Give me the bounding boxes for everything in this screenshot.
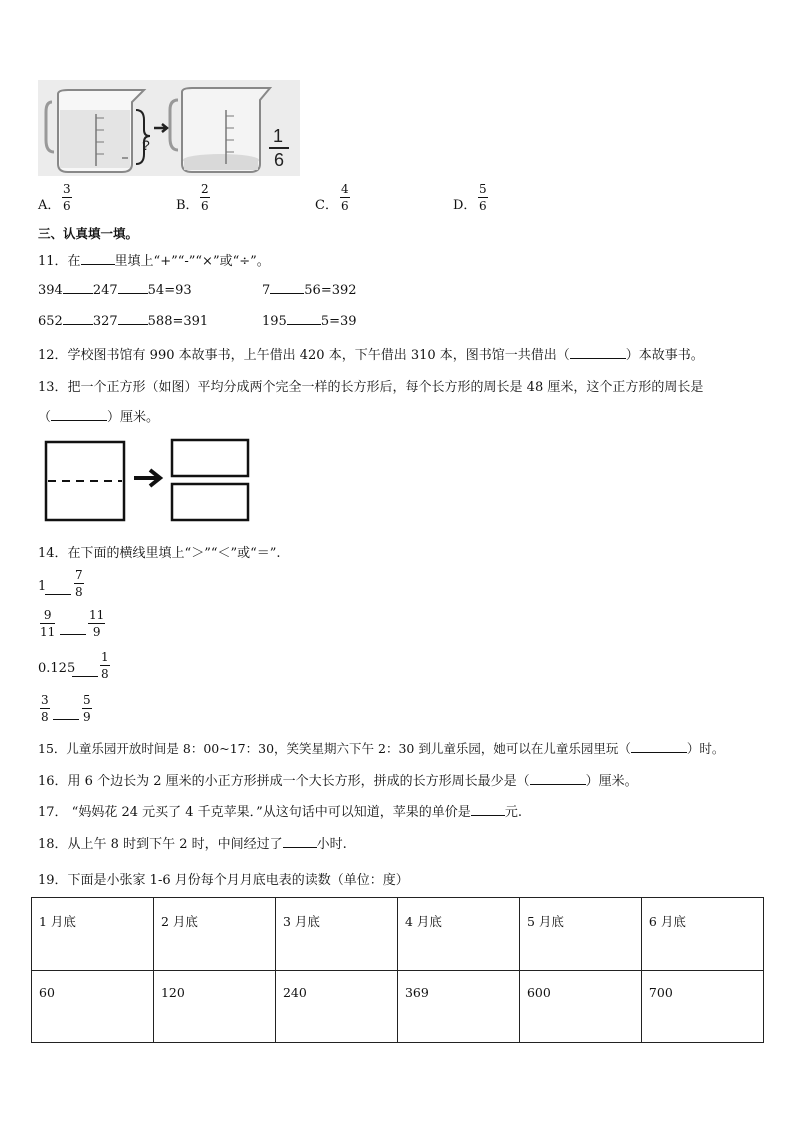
answer-blank[interactable] <box>270 292 304 294</box>
rectangle-top <box>172 440 248 476</box>
answer-blank[interactable] <box>118 292 148 294</box>
table-cell: 369 <box>397 971 519 1043</box>
answer-blank[interactable] <box>530 783 586 785</box>
table-cell: 600 <box>519 971 641 1043</box>
q11-row2-left: 652 327 588=391 <box>38 314 209 329</box>
q14-row1-right-fraction: $\frac{7}{8}$ <box>75 568 83 599</box>
q17-text: 17． “妈妈花 24 元买了 4 千克苹果．”从这句话中可以知道，苹果的单价是 元. <box>38 805 522 820</box>
answer-blank[interactable] <box>631 751 687 753</box>
answer-blank[interactable] <box>63 292 93 294</box>
answer-blank[interactable] <box>51 419 107 421</box>
answer-blank[interactable] <box>60 633 86 635</box>
answer-blank[interactable] <box>471 814 505 816</box>
figure-fraction-den: 6 <box>273 150 285 170</box>
q14-row3-right-fraction: $\frac{1}{8}$ <box>101 650 109 681</box>
q14-row2-left-fraction: $\frac{9}{11}$ <box>40 608 56 639</box>
q14-row1-left: 1 <box>38 579 47 594</box>
table-cell: 700 <box>641 971 763 1043</box>
option-d-fraction: $\frac{5}{6}$ <box>479 182 487 213</box>
q14-row3-left: 0.125 <box>38 661 76 676</box>
table-header-cell: 4 月底 <box>397 898 519 971</box>
q14-row4-right-fraction: $\frac{5}{9}$ <box>83 693 91 724</box>
square-shape <box>46 442 124 520</box>
q19-prompt: 19．下面是小张家 1-6 月份每个月月底电表的读数（单位：度） <box>38 873 409 888</box>
answer-blank[interactable] <box>63 323 93 325</box>
option-a-letter: A． <box>38 198 61 213</box>
partial-cup-icon <box>170 88 270 172</box>
section-title: 三、认真填一填。 <box>38 226 139 241</box>
q18-text: 18．从上午 8 时到下午 2 时，中间经过了 小时. <box>38 837 347 852</box>
table-header-cell: 6 月底 <box>641 898 763 971</box>
table-row <box>32 971 764 1043</box>
q13-line2: （ ）厘米。 <box>38 410 160 425</box>
option-c-letter: C． <box>315 198 338 213</box>
answer-blank[interactable] <box>118 323 148 325</box>
option-a-fraction: $\frac{3}{6}$ <box>63 182 71 213</box>
rectangle-bottom <box>172 484 248 520</box>
q15-text: 15．儿童乐园开放时间是 8：00~17：30，笑笑星期六下午 2：30 到儿童乐园，她可以在儿童乐园里玩（ ）时。 <box>38 741 725 756</box>
table-header-cell: 1 月底 <box>32 898 154 971</box>
full-cup-icon <box>46 90 144 172</box>
arrow-right-icon <box>134 470 160 486</box>
q16-text: 16．用 6 个边长为 2 厘米的小正方形拼成一个大长方形，拼成的长方形周长最少是（ ）厘米。 <box>38 774 638 789</box>
option-c-fraction: $\frac{4}{6}$ <box>341 182 349 213</box>
figure-fraction-num: 1 <box>272 126 284 146</box>
q13-line1: 13．把一个正方形（如图）平均分成两个完全一样的长方形后，每个长方形的周长是 48 厘米，这个正方形的周长是 <box>38 380 704 395</box>
table-header-cell: 2 月底 <box>153 898 275 971</box>
square-split-diagram <box>44 436 254 526</box>
q14-row4-left-fraction: $\frac{3}{8}$ <box>41 693 49 724</box>
answer-blank[interactable] <box>570 357 626 359</box>
table-cell: 120 <box>153 971 275 1043</box>
table-row <box>32 898 764 971</box>
q11-prompt: 11．在 里填上“+”“-”“×”或“÷”。 <box>38 254 270 269</box>
table-header-cell: 5 月底 <box>519 898 641 971</box>
table-header-cell: 3 月底 <box>275 898 397 971</box>
answer-blank[interactable] <box>283 846 317 848</box>
measuring-cups-figure <box>38 80 300 176</box>
meter-readings-table <box>31 897 764 1043</box>
answer-blank[interactable] <box>53 718 79 720</box>
table-cell: 240 <box>275 971 397 1043</box>
q11-row1-right: 7 56=392 <box>262 283 357 298</box>
answer-blank[interactable] <box>287 323 321 325</box>
option-d-letter: D． <box>453 198 477 213</box>
option-b-fraction: $\frac{2}{6}$ <box>201 182 209 213</box>
option-b-letter: B． <box>176 198 199 213</box>
answer-blank[interactable] <box>72 675 98 677</box>
q11-row2-right: 195 5=39 <box>262 314 357 329</box>
q14-prompt: 14．在下面的横线里填上“＞”“＜”或“＝”. <box>38 546 281 561</box>
question-mark: ? <box>142 137 150 153</box>
q11-row1-left: 394 247 54=93 <box>38 283 192 298</box>
q14-row2-right-fraction: $\frac{11}{9}$ <box>89 608 105 639</box>
table-cell: 60 <box>32 971 154 1043</box>
answer-blank[interactable] <box>45 593 71 595</box>
q12-text: 12．学校图书馆有 990 本故事书，上午借出 420 本，下午借出 310 本，图书馆一共借出（ ）本故事书。 <box>38 348 704 363</box>
